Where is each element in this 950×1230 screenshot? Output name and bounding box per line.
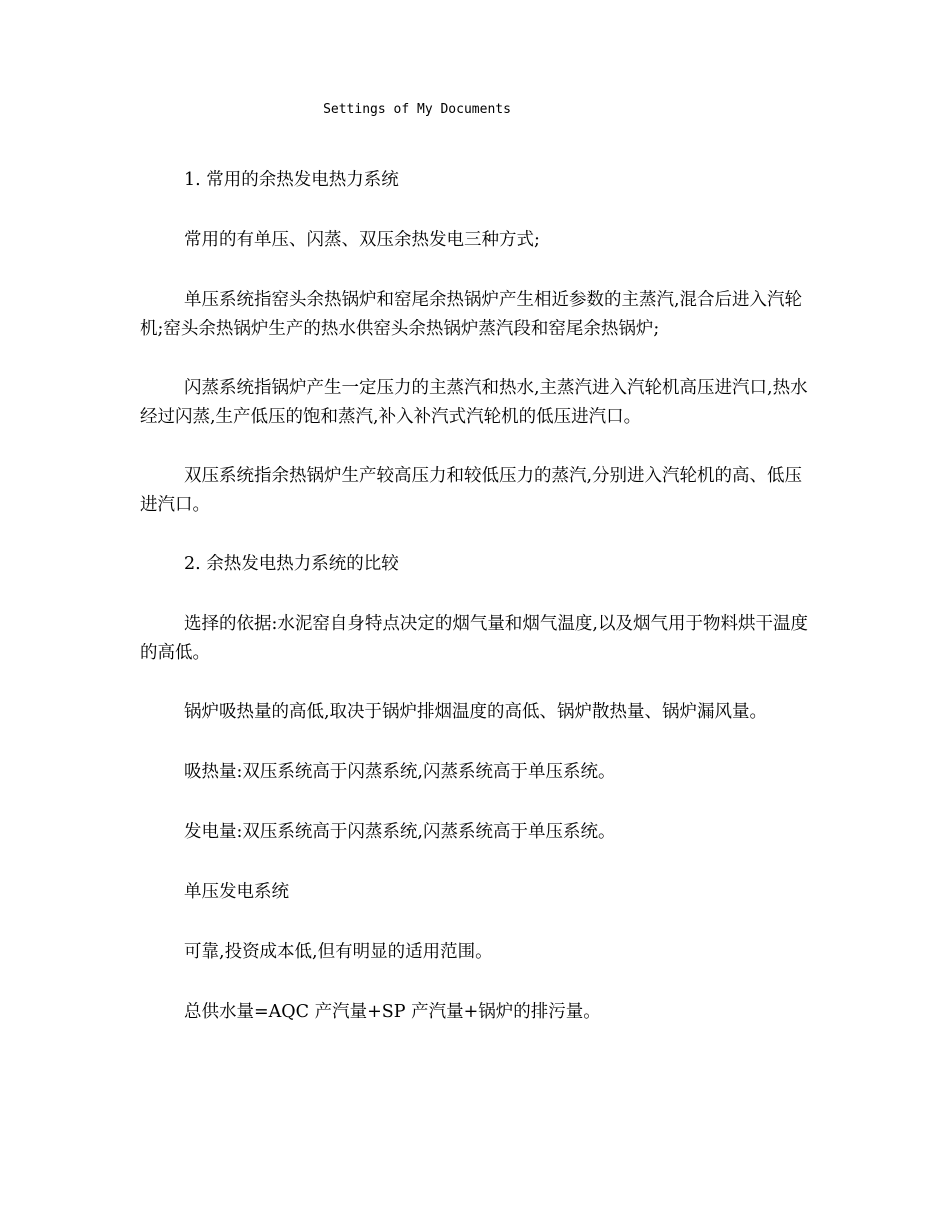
page-header-title: Settings of My Documents — [323, 102, 511, 117]
paragraph: 选择的依据:水泥窑自身特点决定的烟气量和烟气温度,以及烟气用于物料烘干温度的高低。 — [140, 614, 808, 663]
paragraph: 吸热量:双压系统高于闪蒸系统,闪蒸系统高于单压系统。 — [184, 762, 616, 782]
paragraph: 单压系统指窑头余热锅炉和窑尾余热锅炉产生相近参数的主蒸汽,混合后进入汽轮机;窑头余热锅炉生产的热水供窑头余热锅炉蒸汽段和窑尾余热锅炉; — [140, 290, 803, 339]
paragraph: 常用的有单压、闪蒸、双压余热发电三种方式; — [184, 230, 540, 250]
paragraph: 发电量:双压系统高于闪蒸系统,闪蒸系统高于单压系统。 — [184, 822, 616, 842]
paragraph: 单压发电系统 — [184, 882, 289, 902]
paragraph: 总供水量=AQC 产汽量+SP 产汽量+锅炉的排污量。 — [184, 1002, 601, 1022]
section-heading-1: 1. 常用的余热发电热力系统 — [184, 170, 399, 190]
document-body — [140, 166, 810, 1058]
paragraph: 锅炉吸热量的高低,取决于锅炉排烟温度的高低、锅炉散热量、锅炉漏风量。 — [184, 702, 768, 722]
paragraph: 可靠,投资成本低,但有明显的适用范围。 — [184, 942, 493, 962]
paragraph: 闪蒸系统指锅炉产生一定压力的主蒸汽和热水,主蒸汽进入汽轮机高压进汽口,热水经过闪蒸,生产低压的饱和蒸汽,补入补汽式汽轮机的低压进汽口。 — [140, 378, 808, 427]
paragraph: 双压系统指余热锅炉生产较高压力和较低压力的蒸汽,分别进入汽轮机的高、低压进汽口。 — [140, 466, 803, 515]
section-heading-2: 2. 余热发电热力系统的比较 — [184, 554, 399, 574]
